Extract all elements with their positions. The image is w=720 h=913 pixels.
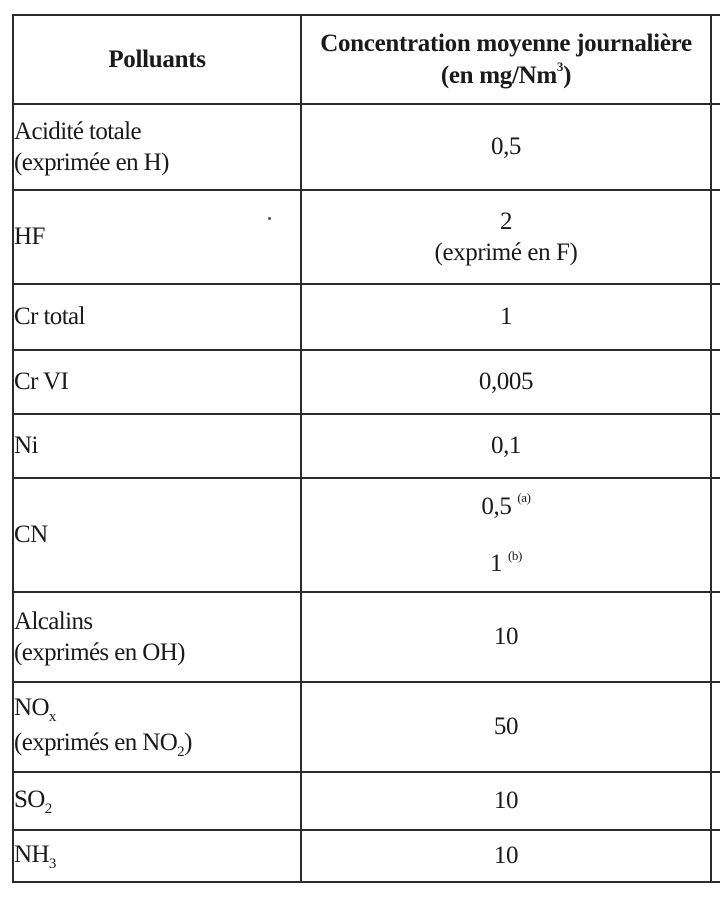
value-cell: 2 (exprimé en F) <box>301 190 711 284</box>
pollutant-cell: CN <box>13 478 301 592</box>
emission-limits-table <box>12 14 720 883</box>
pollutant-cell: Alcalins (exprimés en OH) <box>13 592 301 682</box>
value-cell: 1 <box>301 284 711 350</box>
table-row <box>13 350 720 414</box>
pollutant-cell: $NO_x$ (exprimés en $NO_2$) <box>13 682 301 772</box>
pollutant-cell: Ni <box>13 414 301 478</box>
table-row <box>13 682 720 772</box>
table-row <box>13 190 720 284</box>
value-cell: 0,5 $^{(a)}$ 1 $^{(b)}$ <box>301 478 711 592</box>
header-concentration-line1: Concentration moyenne journalière <box>320 30 692 58</box>
table-row <box>13 284 720 350</box>
pollutant-cell: HF <box>13 190 301 284</box>
header-pollutants: Polluants <box>13 15 301 104</box>
header-concentration-line2: (en mg/Nm$^3$) <box>440 59 572 89</box>
value-cell: 10 <box>301 830 711 882</box>
pollutant-cell: Cr VI <box>13 350 301 414</box>
table-row <box>13 592 720 682</box>
table-row <box>13 478 720 592</box>
header-concentration <box>301 15 711 104</box>
table-row <box>13 104 720 190</box>
value-cell: 10 <box>301 772 711 830</box>
pollutant-cell: $NH_3$ <box>13 830 301 882</box>
pollutant-cell: Acidité totale (exprimée en H) <box>13 104 301 190</box>
table-row <box>13 772 720 830</box>
table-row <box>13 830 720 882</box>
pollutant-cell: $SO_2$ <box>13 772 301 830</box>
footnote-marker: (b) <box>508 547 522 563</box>
cut-off-column <box>711 15 720 104</box>
value-cell: 50 <box>301 682 711 772</box>
value-cell: 0,005 <box>301 350 711 414</box>
table-row <box>13 414 720 478</box>
footnote-marker: (a) <box>517 490 531 506</box>
value-cell: 10 <box>301 592 711 682</box>
value-cell: 0,1 <box>301 414 711 478</box>
value-cell: 0,5 <box>301 104 711 190</box>
table-header-row <box>13 15 720 104</box>
pollutant-cell: Cr total <box>13 284 301 350</box>
